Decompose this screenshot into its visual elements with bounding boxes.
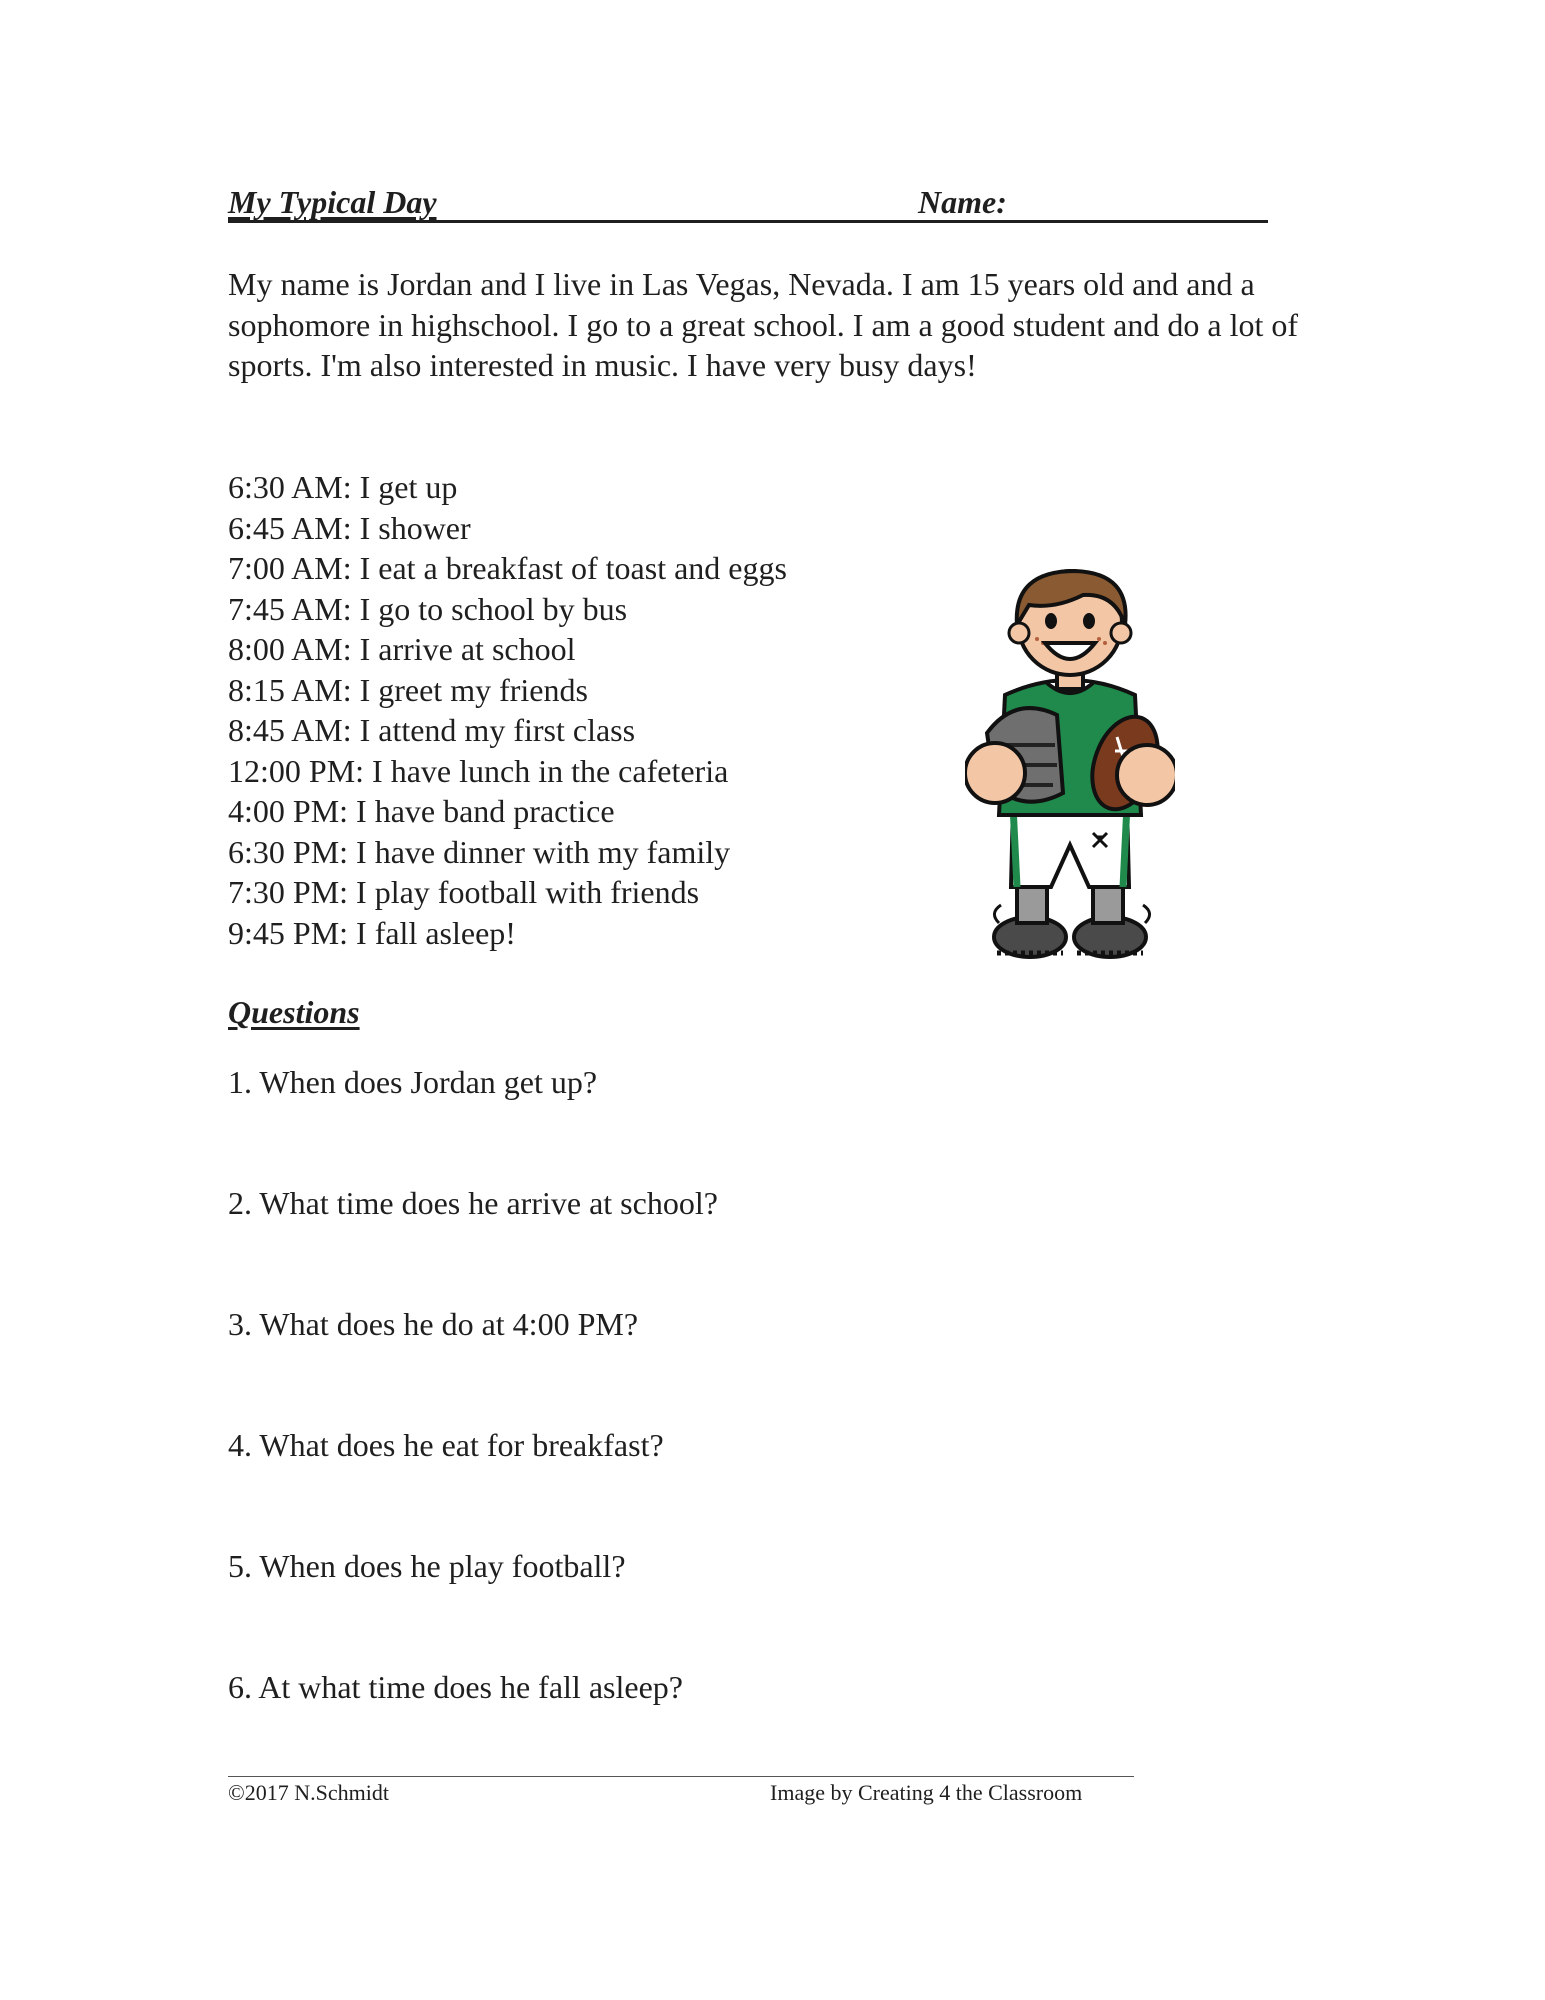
schedule-item: 7:30 PM: I play football with friends	[228, 874, 700, 910]
footer-divider	[228, 1776, 1134, 1777]
schedule-item: 7:45 AM: I go to school by bus	[228, 590, 628, 627]
schedule-item: 6:30 AM: I get up	[228, 469, 458, 505]
schedule-list	[228, 467, 787, 953]
copyright-text: ©2017 N.Schmidt	[228, 1780, 389, 1805]
question-item: 6. At what time does he fall asleep?	[228, 1669, 683, 1705]
schedule-item: 12:00 PM: I have lunch in the cafeteria	[228, 752, 729, 789]
intro-paragraph: My name is Jordan and I live in Las Vegas, Nevada. I am 15 years old and and a sophomore in highschool. I go to a great school. I am a good student and do a lot of sports. I'm also interested in music. I have very busy days!	[228, 266, 1299, 383]
schedule-item: 8:45 AM: I attend my first class	[228, 712, 636, 748]
image-credit: Image by Creating 4 the Classroom	[770, 1780, 1083, 1805]
question-item: 4. What does he eat for breakfast?	[228, 1427, 664, 1463]
schedule-item: 6:45 AM: I shower	[228, 509, 471, 546]
question-item: 3. What does he do at 4:00 PM?	[228, 1306, 639, 1342]
name-label: Name:	[918, 184, 1007, 220]
schedule-item: 8:00 AM: I arrive at school	[228, 631, 576, 667]
questions-heading: Questions	[228, 994, 360, 1030]
schedule-item: 8:15 AM: I greet my friends	[228, 671, 588, 708]
schedule-item: 4:00 PM: I have band practice	[228, 793, 615, 829]
question-item: 1. When does Jordan get up?	[228, 1064, 598, 1100]
worksheet-header	[228, 184, 1268, 224]
page-title: My Typical Day	[228, 184, 437, 220]
header-underline	[228, 220, 1268, 223]
schedule-item: 6:30 PM: I have dinner with my family	[228, 833, 731, 870]
question-item: 5. When does he play football?	[228, 1548, 626, 1584]
schedule-item: 9:45 PM: I fall asleep!	[228, 914, 516, 951]
football-player-illustration	[965, 565, 1175, 963]
schedule-item: 7:00 AM: I eat a breakfast of toast and eggs	[228, 550, 787, 586]
question-item: 2. What time does he arrive at school?	[228, 1185, 718, 1221]
